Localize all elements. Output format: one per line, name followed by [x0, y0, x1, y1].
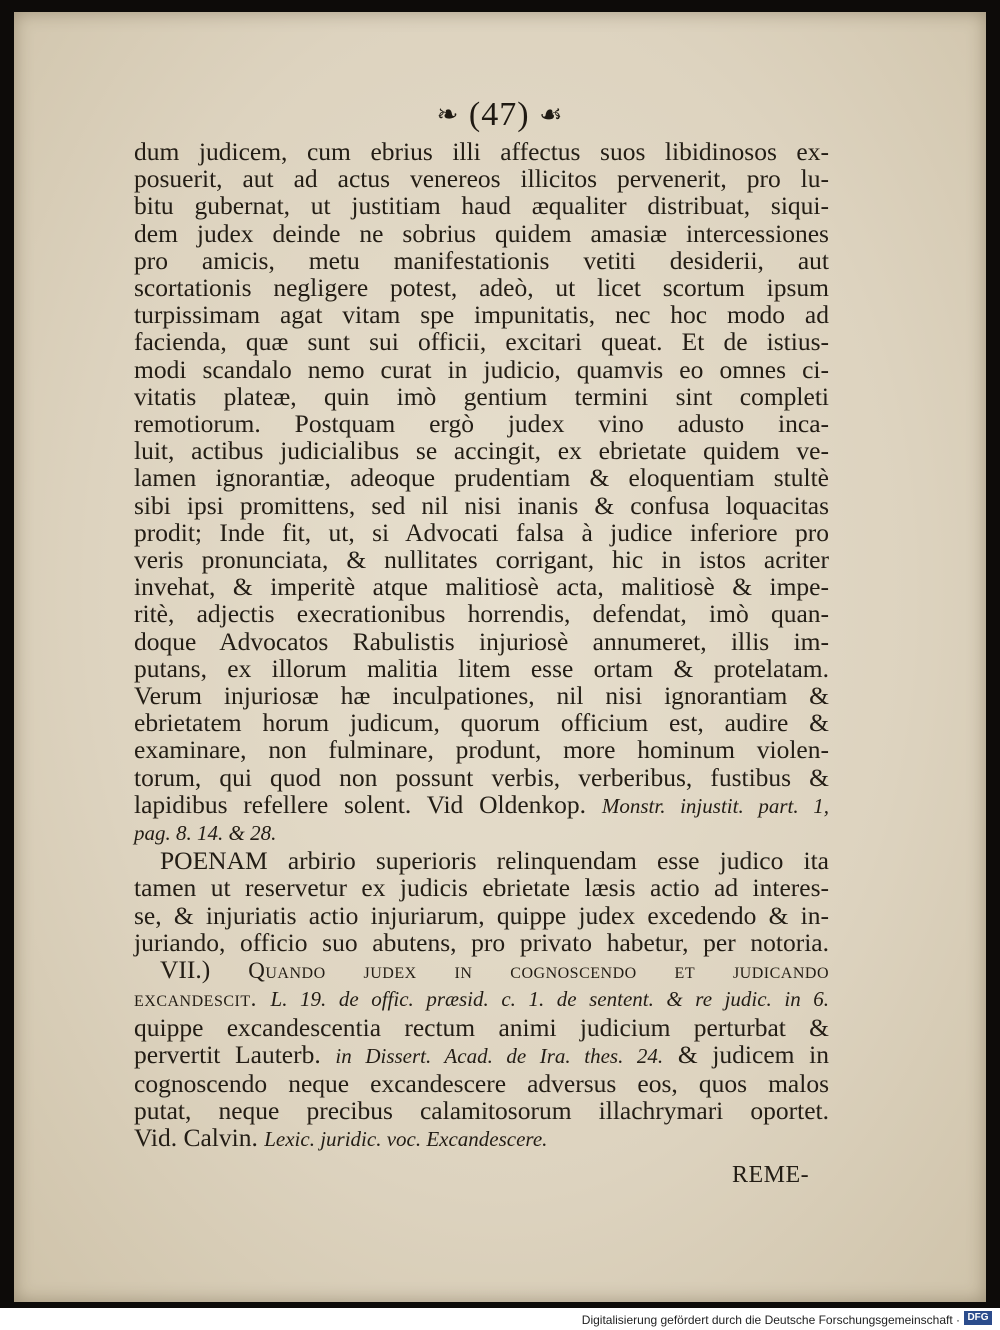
dfg-logo-icon: DFG: [964, 1311, 992, 1325]
citation: in Dissert. Acad. de Ira. thes. 24.: [335, 1043, 664, 1068]
text-line: scortationis negligere potest, adeò, ut licet scortum ipsum: [134, 273, 829, 303]
catchword: REME-: [732, 1162, 810, 1188]
text-line: turpissimam agat vitam spe impunitatis, nec hoc modo ad: [134, 300, 829, 330]
text-line: examinare, non fulminare, produnt, more hominum violen-: [134, 735, 829, 765]
citation: Lexic. juridic. voc. Excandescere.: [264, 1127, 548, 1152]
page-number-header: [14, 96, 986, 134]
section-heading-line: [134, 984, 829, 1013]
poenam-line: se, & injuriatis actio injuriarum, quippe judex excedendo & in-: [134, 900, 829, 930]
text-line: putat, neque precibus calamitosorum illachrymari oportet.: [134, 1096, 829, 1126]
text-segment: lapidibus refellere solent. Vid Oldenkop.: [134, 789, 587, 819]
page-number: (47): [468, 96, 530, 133]
ornament-left-icon: ❧: [436, 100, 460, 129]
main-text: [134, 138, 829, 1154]
text-line: posuerit, aut ad actus venereos illicitos pervenerit, pro lu-: [134, 164, 829, 194]
text-line: Verum injuriosæ hæ inculpationes, nil nisi ignorantiam &: [134, 681, 829, 711]
text-line: dem judex deinde ne sobrius quidem amasiæ intercessiones: [134, 218, 829, 248]
text-line: remotiorum. Postquam ergò judex vino adusto inca-: [134, 409, 829, 439]
text-segment: & judicem in: [677, 1039, 830, 1069]
text-line: pro amicis, metu manifestationis vetiti desiderii, aut: [134, 245, 829, 275]
text-line: [134, 1041, 829, 1070]
text-line: dum judicem, cum ebrius illi affectus suos libidinosos ex-: [134, 137, 829, 166]
citation: Monstr. injustit. part. 1,: [601, 793, 830, 818]
poenam-line: tamen ut reservetur ex judicis ebrietate læsis actio ad interes-: [134, 873, 829, 903]
text-line: [134, 1124, 829, 1153]
text-line: torum, qui quod non possunt verbis, verberibus, fustibus &: [134, 762, 829, 792]
text-line: cognoscendo neque excandescere adversus eos, quos malos: [134, 1068, 829, 1098]
section-heading-line: [134, 956, 829, 984]
section-numeral: VII.): [160, 955, 211, 985]
citation-line: pag. 8. 14. & 28.: [134, 821, 277, 846]
text-line: prodit; Inde fit, ut, si Advocati falsa à judice inferiore pro: [134, 517, 829, 547]
text-line: putans, ex illorum malitia litem esse ortam & protelatam.: [134, 653, 829, 683]
book-page: [14, 12, 986, 1302]
text-line: facienda, quæ sunt sui officii, excitari queat. Et de istius-: [134, 327, 829, 357]
text-line: quippe excandescentia rectum animi judicium perturbat &: [134, 1012, 829, 1042]
text-line: ebrietatem horum judicum, quorum officium est, audire &: [134, 708, 829, 738]
ornament-right-icon: ☙: [539, 100, 564, 129]
text-segment: Vid. Calvin.: [134, 1123, 258, 1153]
text-line: lamen ignorantiæ, adeoque prudentiam & eloquentiam stultè: [134, 463, 829, 493]
text-line: modi scandalo nemo curat in judicio, quamvis eo omnes ci-: [134, 354, 829, 384]
text-line: vitatis plateæ, quin imò gentium termini sint completi: [134, 381, 829, 411]
footer-credit: Digitalisierung gefördert durch die Deutsche Forschungsgemeinschaft ·: [581, 1313, 960, 1327]
text-line: sibi ipsi promittens, sed nil nisi inanis & confusa loquacitas: [134, 490, 829, 520]
text-line: luit, actibus judicialibus se accingit, ex ebrietate quidem ve-: [134, 436, 829, 466]
text-line: invehat, & imperitè atque malitiosè acta, malitiosè & impe-: [134, 572, 829, 602]
text-line: veris pronunciata, & nullitates corrigant, hic in istos acriter: [134, 545, 829, 575]
citation: L. 19. de offic. præsid. c. 1. de sentent. & re judic. in 6.: [270, 987, 830, 1012]
poenam-line: POENAM arbirio superioris relinquendam esse judico ita: [160, 846, 829, 876]
poenam-line: juriando, officio suo abutens, pro privato habetur, per notoria.: [134, 927, 829, 957]
text-line: doque Advocatos Rabulistis injuriosè annumeret, illis im-: [134, 626, 829, 656]
section-heading: excandescit.: [134, 986, 257, 1012]
text-line: ritè, adjectis execrationibus horrendis, defendat, imò quan-: [134, 599, 829, 629]
text-line: bitu gubernat, ut justitiam haud æqualiter distribuat, siqui-: [134, 191, 829, 221]
text-line: [134, 791, 829, 820]
section-heading: Quando judex in cognoscendo et judicando: [248, 958, 830, 984]
text-segment: pervertit Lauterb.: [134, 1039, 321, 1069]
